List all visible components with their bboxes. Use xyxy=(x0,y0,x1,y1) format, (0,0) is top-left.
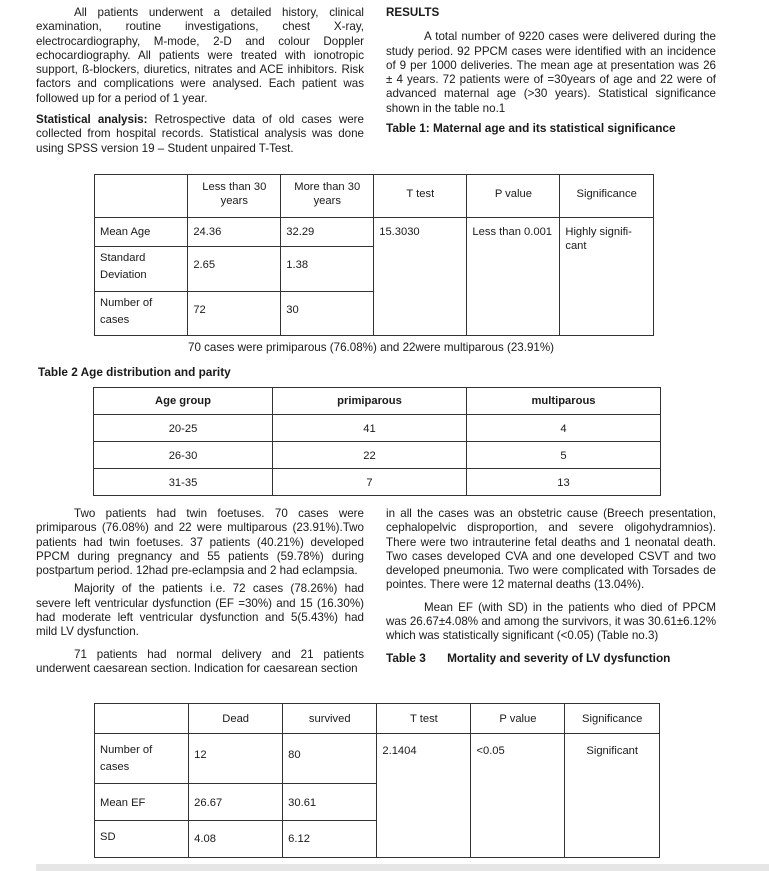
methods-paragraph: All patients underwent a detailed history, clinical examination, routine investigations, chest X-ray, electrocardiography, M-mode, 2-D and colour Doppler echocardiography. All patients were treated with ionotropic support, ß-blockers, diuretics, nitrates and ACE inhibitors. Risk factors and complications were analysed. Each patient was followed up for a period of 1 year. xyxy=(36,6,364,105)
table2-row xyxy=(94,415,661,442)
lower-left-block xyxy=(36,507,364,676)
table1-row-label: Number of cases xyxy=(100,297,153,326)
statistical-analysis-text: Retrospective data of old cases were collected from hospital records. Statistical analysis was done using SPSS version 19 – Student unpaired T-Test. xyxy=(36,113,364,155)
table3-row xyxy=(95,734,660,784)
table2-multiparous-cell: 4 xyxy=(560,423,567,435)
table2-header-multiparous: multiparous xyxy=(531,395,596,407)
table3-row-label: Number of cases xyxy=(100,744,153,773)
lower-right-block xyxy=(386,507,716,665)
table2-header-age-group: Age group xyxy=(155,395,211,407)
table2-primiparous-cell: 41 xyxy=(363,423,376,435)
table1-row-label: Standard Deviation xyxy=(100,252,147,281)
lv-dysfunction-paragraph: Majority of the patients i.e. 72 cases (78.26%) had severe left ventricular dysfunction (EF =30%) and 15 (16.30%) had moderate left ventricular dysfunction and 5(5.43%) had mild LV dysfunction. xyxy=(36,582,364,639)
statistical-analysis-paragraph xyxy=(36,113,364,156)
table2-caption: Table 2 Age distribution and parity xyxy=(38,365,231,379)
table2-age-group-cell: 26-30 xyxy=(168,450,198,462)
table1-cell: 24.36 xyxy=(193,226,222,238)
table1-header-lt30: Less than 30 years xyxy=(202,181,267,207)
statistical-analysis-heading: Statistical analysis: xyxy=(36,113,148,127)
table3-row-label: SD xyxy=(100,831,116,843)
table1-cell: 30 xyxy=(286,304,299,316)
table3-cell: 6.12 xyxy=(288,833,310,845)
table3-cell: 26.67 xyxy=(194,797,223,809)
table3-label: Table 3 xyxy=(386,650,426,665)
table1-header-gt30: More than 30 years xyxy=(294,181,361,207)
table2-row xyxy=(94,442,661,469)
table1-header-row xyxy=(95,175,654,218)
table1-caption: Table 1: Maternal age and its statistical significance xyxy=(386,121,676,136)
table3-caption xyxy=(386,651,716,665)
table1-significance-value: Highly signifi-cant xyxy=(565,226,632,252)
table3-header-pvalue: P value xyxy=(499,713,537,725)
table2-primiparous-cell: 22 xyxy=(363,450,376,462)
table3-ttest-value: 2.1404 xyxy=(382,745,417,757)
table2-row xyxy=(94,469,661,496)
table3-header-empty xyxy=(95,704,189,734)
results-heading: RESULTS xyxy=(386,6,440,19)
table2-primiparous-cell: 7 xyxy=(366,477,373,489)
table2-age-group-cell: 31-35 xyxy=(168,477,198,489)
table3-header-significance: Significance xyxy=(582,713,643,725)
table3-cell: 30.61 xyxy=(288,797,317,809)
table2-multiparous-cell: 5 xyxy=(560,450,567,462)
table1-row xyxy=(95,218,654,247)
table1-row-label: Mean Age xyxy=(100,226,151,238)
page-bottom-divider xyxy=(36,864,769,871)
table1-header-ttest: T test xyxy=(406,188,435,200)
table3-header-row xyxy=(95,704,660,734)
table1-pvalue-value: Less than 0.001 xyxy=(472,226,553,238)
mean-ef-paragraph: Mean EF (with SD) in the patients who died of PPCM was 26.67±4.08% and among the survivors, it was 30.61±6.12% which was statistically significant (<0.05) (Table no.3) xyxy=(386,600,716,643)
results-block xyxy=(386,6,716,135)
table3-title: Mortality and severity of LV dysfunction xyxy=(447,650,671,665)
table1-cell: 72 xyxy=(193,304,206,316)
table3-significance-value: Significant xyxy=(586,745,639,757)
table1-cell: 1.38 xyxy=(286,259,309,271)
table1-header-significance: Significance xyxy=(576,188,637,200)
table1-ttest-value: 15.3030 xyxy=(379,226,420,238)
table2-multiparous-cell: 13 xyxy=(557,477,570,489)
table1-header-pvalue: P value xyxy=(494,188,532,200)
results-paragraph: A total number of 9220 cases were delivered during the study period. 92 PPCM cases were identified with an incidence of 9 per 1000 deliveries. The mean age at presentation was 26 ± 4 years. 72 patients were of =30years of age and 22 were of advanced maternal age (>30 years). Statistical significance shown in the table no.1 xyxy=(386,30,716,115)
parity-sentence: 70 cases were primiparous (76.08%) and 22were multiparous (23.91%) xyxy=(188,341,555,354)
table2-header-row xyxy=(94,388,661,415)
obstetric-cause-paragraph: in all the cases was an obstetric cause (Breech presentation, cephalopelvic disproportion, and severe oligohydramnios). There were two intrauterine fetal deaths and 1 neonatal death. Two cases developed CVA and one developed CSVT and two developed pneumonia. Two were complicated with Torsades de pointes. There were 12 maternal deaths (13.04%). xyxy=(386,507,716,592)
delivery-paragraph: 71 patients had normal delivery and 21 patients underwent caesarean section. Indication for caesarean section xyxy=(36,647,364,675)
table3-row-label: Mean EF xyxy=(100,797,146,809)
methods-block xyxy=(36,6,364,156)
table3-cell: 80 xyxy=(288,749,301,761)
table3-cell: 12 xyxy=(194,749,207,761)
table3-header-ttest: T test xyxy=(410,713,438,725)
table1-header-empty xyxy=(95,175,188,218)
table3-pvalue-value: <0.05 xyxy=(476,745,505,757)
table3-mortality xyxy=(94,703,660,858)
table3-header-survived: survived xyxy=(308,713,351,725)
table1-cell: 32.29 xyxy=(286,226,315,238)
table2-age-distribution xyxy=(93,387,661,496)
table1-maternal-age xyxy=(94,174,654,336)
twin-foetuses-paragraph: Two patients had twin foetuses. 70 cases were primiparous (76.08%) and 22 were multiparous (23.91%).Two patients had twin foetuses. 37 patients (40.21%) developed PPCM during pregnancy and 55 patients (59.78%) during postpartum period. 12had pre-eclampsia and 2 had eclampsia. xyxy=(36,507,364,578)
table1-cell: 2.65 xyxy=(193,259,216,271)
table2-age-group-cell: 20-25 xyxy=(168,423,198,435)
table2-header-primiparous: primiparous xyxy=(337,395,402,407)
table3-header-dead: Dead xyxy=(222,713,250,725)
table3-cell: 4.08 xyxy=(194,833,216,845)
